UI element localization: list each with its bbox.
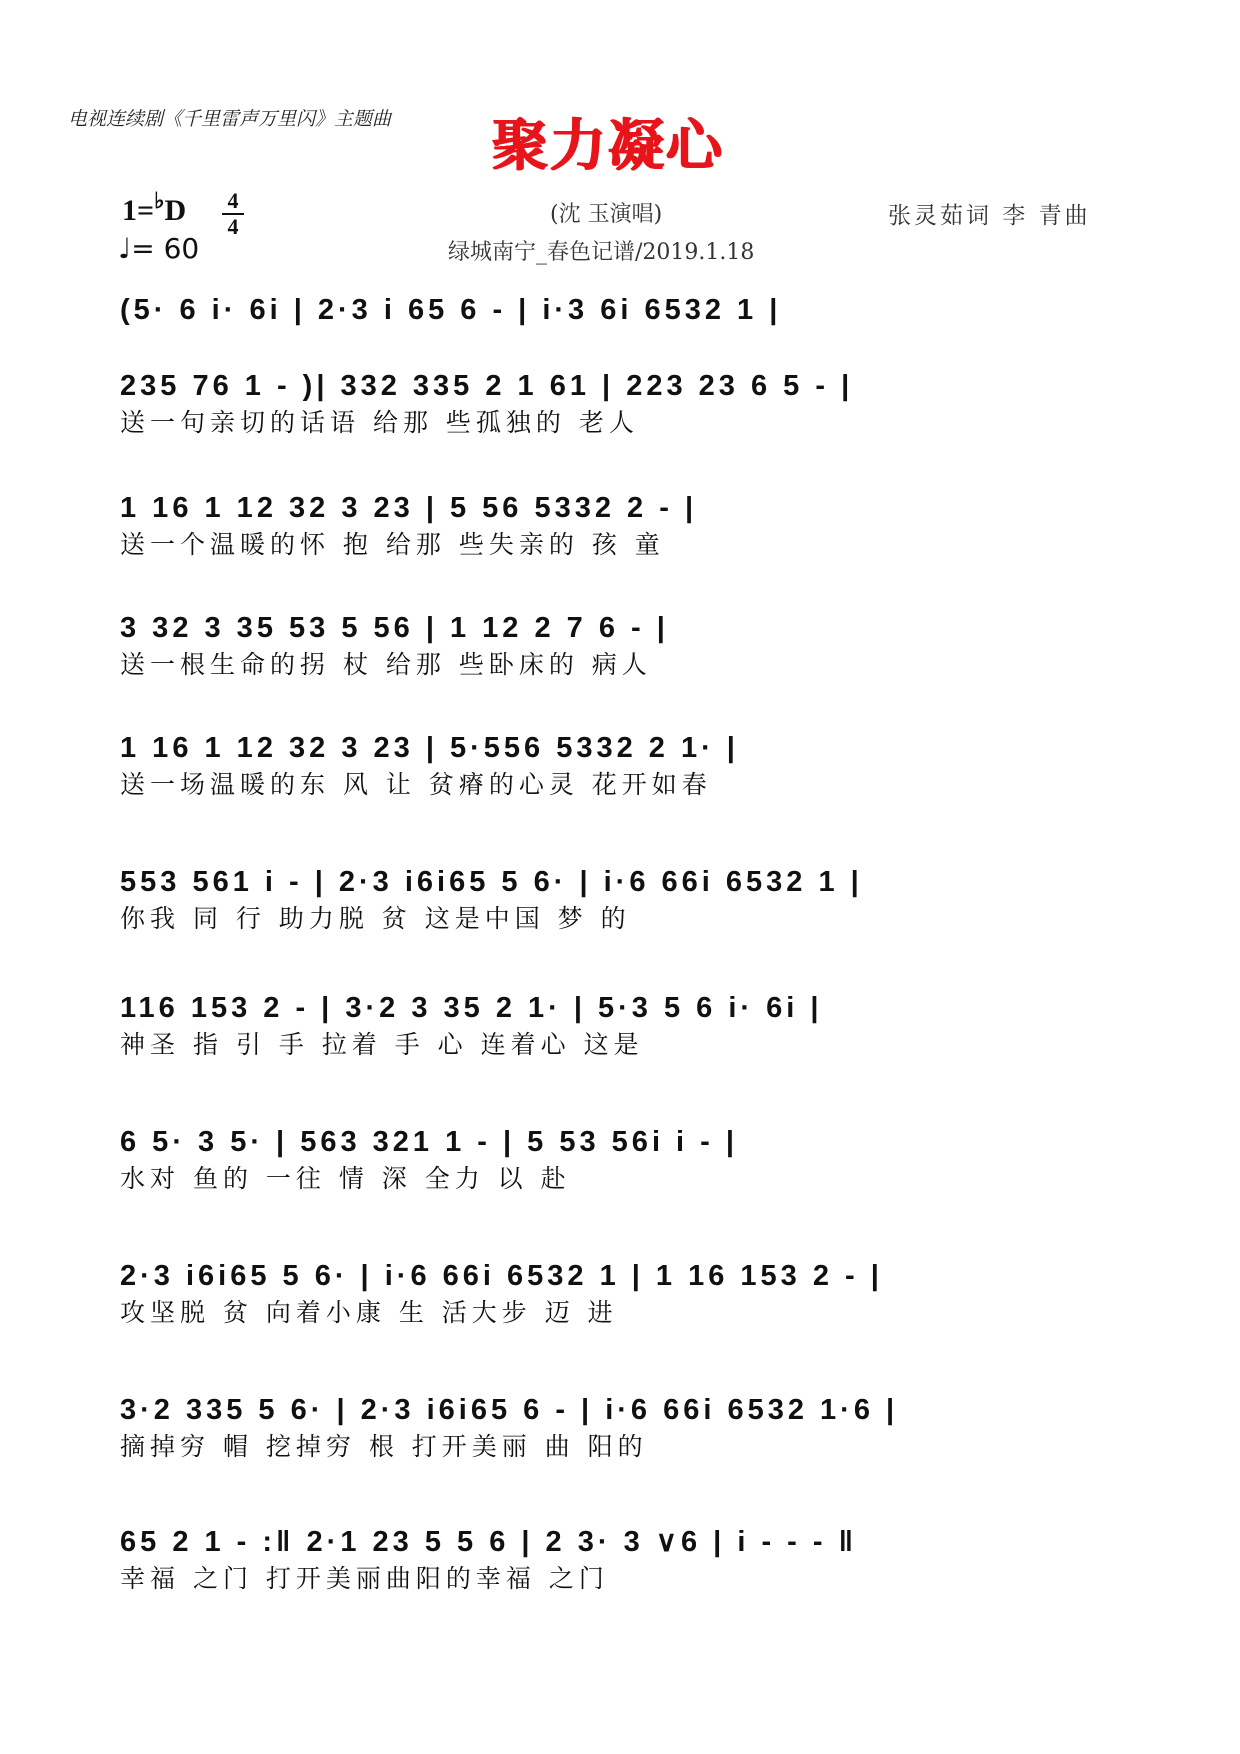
- score-line: [120, 1390, 1130, 1464]
- score-line: [120, 608, 1130, 682]
- score-line: [120, 488, 1130, 562]
- notation-line: 2·3 i6i65 5 6· | i·6 66i 6532 1 | 1 16 153 2 - |: [120, 1260, 883, 1292]
- lyrics-line: 送一根生命的拐 杖 给那 些卧床的 病人: [120, 650, 652, 679]
- score-line: [120, 1256, 1130, 1330]
- score-line: [120, 862, 1130, 936]
- notation-line: 1 16 1 12 32 3 23 | 5 56 5332 2 - |: [120, 492, 698, 524]
- notation-line: 1 16 1 12 32 3 23 | 5·556 5332 2 1· |: [120, 732, 739, 764]
- score-line: [120, 1522, 1130, 1596]
- key-signature: [122, 188, 187, 228]
- lyrics-line: 幸福 之门 打开美丽曲阳的幸福 之门: [120, 1564, 609, 1593]
- notation-line: 6 5· 3 5· | 563 321 1 - | 5 53 56i i - |: [120, 1126, 738, 1158]
- lyrics-line: 神圣 指 引 手 拉着 手 心 连着心 这是: [120, 1030, 644, 1059]
- score-line: [120, 290, 1130, 330]
- transcriber: 绿城南宁_春色记谱/2019.1.18: [448, 240, 755, 265]
- notation-line: 3 32 3 35 53 5 56 | 1 12 2 7 6 - |: [120, 612, 669, 644]
- score-line: [120, 366, 1130, 440]
- lyrics-line: 你我 同 行 助力脱 贫 这是中国 梦 的: [120, 904, 631, 933]
- notation-line: 65 2 1 - :‖ 2·1 23 5 5 6 | 2 3· 3 ∨6 | i - - - ‖: [120, 1526, 858, 1558]
- notation-line: (5· 6 i· 6i | 2·3 i 65 6 - | i·3 6i 6532 1 |: [120, 294, 782, 326]
- score-line: [120, 1122, 1130, 1196]
- song-title: 聚力凝心: [492, 114, 724, 179]
- credits: 张灵茹词 李 青曲: [888, 203, 1091, 229]
- lyrics-line: 攻坚脱 贫 向着小康 生 活大步 迈 进: [120, 1298, 618, 1327]
- score-line: [120, 988, 1130, 1062]
- key-note: D: [164, 194, 187, 227]
- subtitle: 电视连续剧《千里雷声万里闪》主题曲: [68, 108, 392, 130]
- lyrics-line: 水对 鱼的 一往 情 深 全力 以 赴: [120, 1164, 571, 1193]
- flat-sign: ♭: [154, 188, 165, 213]
- notation-line: 553 561 i - | 2·3 i6i65 5 6· | i·6 66i 6532 1 |: [120, 866, 863, 898]
- time-top: 4: [227, 188, 239, 213]
- lyrics-line: 送一个温暖的怀 抱 给那 些失亲的 孩 童: [120, 530, 665, 559]
- singer: (沈 玉演唱): [550, 202, 663, 227]
- notation-line: 235 76 1 - )| 332 335 2 1 61 | 223 23 6 5 - |: [120, 370, 854, 402]
- lyrics-line: 送一场温暖的东 风 让 贫瘠的心灵 花开如春: [120, 770, 712, 799]
- lyrics-line: 送一句亲切的话语 给那 些孤独的 老人: [120, 408, 639, 437]
- lyrics-line: 摘掉穷 帽 挖掉穷 根 打开美丽 曲 阳的: [120, 1432, 648, 1461]
- score-line: [120, 728, 1130, 802]
- notation-line: 3·2 335 5 6· | 2·3 i6i65 6 - | i·6 66i 6532 1·6 |: [120, 1394, 899, 1426]
- key-prefix: 1=: [122, 194, 155, 227]
- time-signature: [222, 190, 244, 238]
- notation-line: 116 153 2 - | 3·2 3 35 2 1· | 5·3 5 6 i· 6i |: [120, 992, 823, 1024]
- tempo-marking: ♩= 60: [118, 232, 200, 265]
- time-bottom: 4: [227, 214, 239, 239]
